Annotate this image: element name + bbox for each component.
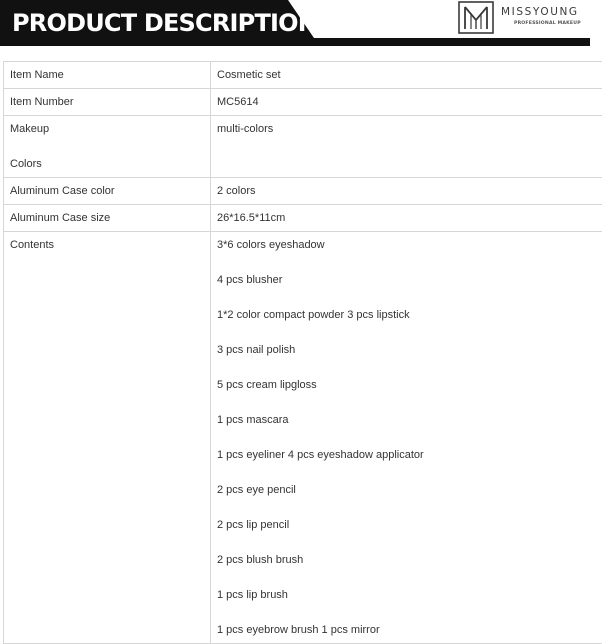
spec-label-cell: [4, 116, 211, 178]
spec-value-cell-text: 2 colors: [217, 178, 601, 204]
spec-label-cell: [4, 89, 211, 116]
spec-value-cell: [211, 89, 602, 116]
product-spec-table: [3, 61, 602, 644]
spec-value-cell: [211, 178, 602, 205]
spec-table-body: [4, 62, 602, 644]
spec-label-cell-text: Makeup: [10, 116, 204, 151]
spec-value-cell-text: Cosmetic set: [217, 62, 601, 88]
spec-label-cell: [4, 205, 211, 232]
table-row: [4, 89, 602, 116]
spec-value-cell-text: 2 pcs blush brush: [217, 547, 601, 582]
spec-value-cell-text: 1 pcs mascara: [217, 407, 601, 442]
spec-value-cell-text: MC5614: [217, 89, 601, 115]
spec-label-cell: [4, 232, 211, 644]
spec-value-cell-text: 26*16.5*11cm: [217, 205, 601, 231]
page-title: PRODUCT DESCRIPTION: [12, 6, 317, 40]
spec-value-cell-text: 1 pcs lip brush: [217, 582, 601, 617]
spec-label-cell-text: Aluminum Case color: [10, 178, 204, 204]
brand-name: MISSYOUNG: [501, 6, 579, 18]
table-row: [4, 205, 602, 232]
spec-value-cell: [211, 232, 602, 644]
spec-label-cell: [4, 62, 211, 89]
spec-value-cell-text: 2 pcs lip pencil: [217, 512, 601, 547]
table-row: [4, 62, 602, 89]
spec-value-cell-text: 3*6 colors eyeshadow: [217, 232, 601, 267]
spec-value-cell: [211, 116, 602, 178]
spec-value-cell-text: 1*2 color compact powder 3 pcs lipstick: [217, 302, 601, 337]
brand-tagline: PROFESSIONAL MAKEUP: [514, 21, 581, 26]
spec-label-cell-text: Item Name: [10, 62, 204, 88]
spec-value-cell-text: 2 pcs eye pencil: [217, 477, 601, 512]
spec-label-cell-text: Colors: [10, 151, 204, 177]
missyoung-logo-icon: [458, 1, 494, 34]
brand-block: [458, 0, 598, 36]
spec-label-cell-text: Contents: [10, 232, 204, 258]
spec-value-cell: [211, 62, 602, 89]
table-row: [4, 232, 602, 644]
spec-value-cell-text: 1 pcs eyeliner 4 pcs eyeshadow applicator: [217, 442, 601, 477]
spec-value-cell-text: 5 pcs cream lipgloss: [217, 372, 601, 407]
table-row: [4, 116, 602, 178]
spec-value-cell-text: 3 pcs nail polish: [217, 337, 601, 372]
spec-value-cell-text: 4 pcs blusher: [217, 267, 601, 302]
product-description-header: [0, 0, 602, 46]
spec-label-cell: [4, 178, 211, 205]
header-rule: [300, 38, 590, 46]
table-row: [4, 178, 602, 205]
spec-value-cell: [211, 205, 602, 232]
spec-label-cell-text: Item Number: [10, 89, 204, 115]
spec-label-cell-text: Aluminum Case size: [10, 205, 204, 231]
spec-value-cell-text: 1 pcs eyebrow brush 1 pcs mirror: [217, 617, 601, 643]
spec-value-cell-text: multi-colors: [217, 116, 601, 142]
